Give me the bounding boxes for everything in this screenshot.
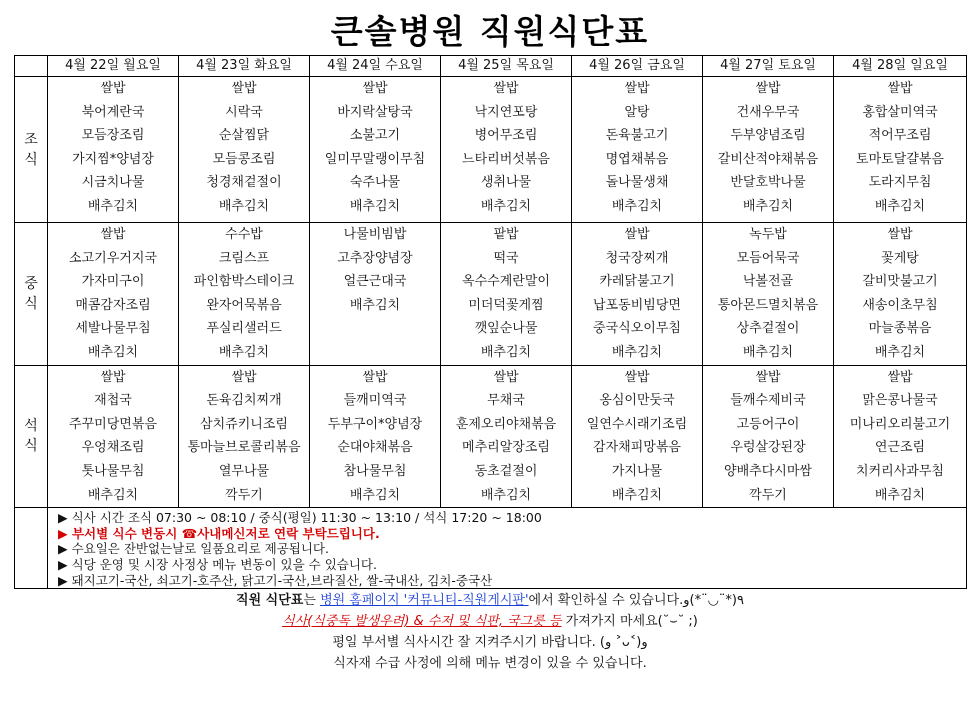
menu-item: 느타리버섯볶음 — [462, 151, 550, 167]
note-line: ▶ 식사 시간 조식 07:30 ~ 08:10 / 중식(평일) 11:30 ~ 13:10 / 석식 17:20 ~ 18:00 — [58, 510, 542, 526]
menu-item: 갈비산적야채볶음 — [717, 151, 819, 167]
menu-item: 배추김치 — [480, 344, 532, 360]
menu-item: 쌀밥 — [100, 369, 126, 385]
note-line: ▶ 수요일은 잔반없는날로 일품요리로 제공됩니다. — [58, 541, 329, 557]
warning-text: 식사(식중독 발생우려) & 수저 및 식판, 국그릇 등 — [282, 614, 562, 629]
menu-cell — [310, 77, 441, 223]
menu-item: 무채국 — [487, 393, 525, 409]
meal-label-char: 식 — [24, 295, 38, 312]
meal-label-char: 식 — [24, 438, 38, 455]
header-row — [15, 56, 967, 77]
menu-item: 알탕 — [624, 104, 650, 120]
menu-item: 병어무조림 — [474, 128, 538, 144]
corner-cell — [15, 56, 48, 77]
menu-item: 배추김치 — [349, 297, 401, 313]
menu-item: 쌀밥 — [755, 369, 781, 385]
menu-item: 쌀밥 — [493, 369, 519, 385]
menu-item: 옥수수계란말이 — [462, 274, 550, 290]
menu-item: 배추김치 — [874, 344, 926, 360]
menu-item: 매콤감자조림 — [75, 297, 151, 313]
menu-item: 치커리사과무침 — [856, 463, 944, 479]
menu-item: 시락국 — [225, 104, 263, 120]
menu-item: 쌀밥 — [624, 81, 650, 96]
menu-item: 배추김치 — [480, 487, 532, 503]
board-link[interactable]: 병원 홈페이지 '커뮤니티-직원게시판' — [320, 593, 529, 608]
menu-item: 들깨미역국 — [343, 393, 407, 409]
notes-cell — [48, 508, 967, 589]
meal-label — [15, 223, 48, 366]
meal-row — [15, 365, 967, 508]
menu-cell — [441, 365, 572, 508]
footer-line: 평일 부서별 식사시간 잘 지켜주시기 바랍니다. (و ˃ᴗ˂)و — [332, 635, 648, 650]
menu-item: 배추김치 — [218, 198, 270, 214]
menu-item: 열무나물 — [218, 463, 270, 479]
menu-item: 숙주나물 — [349, 175, 401, 191]
menu-item: 갈비맛불고기 — [862, 274, 938, 290]
menu-cell — [179, 77, 310, 223]
menu-item: 녹두밥 — [749, 227, 787, 242]
menu-item: 적어무조림 — [868, 128, 932, 144]
meal-row — [15, 223, 967, 366]
day-header: 4월 27일 토요일 — [703, 56, 834, 77]
menu-item: 북어계란국 — [81, 104, 145, 120]
menu-cell — [572, 77, 703, 223]
menu-item: 쌀밥 — [100, 227, 126, 242]
menu-item: 돈육김치찌개 — [206, 393, 282, 409]
menu-item: 시금치나물 — [81, 175, 145, 191]
footer-text: 에서 확인하실 수 있습니다.٩(*¨◡¨*)و — [528, 593, 744, 608]
menu-item: 수수밥 — [225, 227, 263, 242]
menu-item: 미더덕꽃게찜 — [468, 297, 544, 313]
day-header: 4월 23일 화요일 — [179, 56, 310, 77]
menu-item: 쌀밥 — [100, 81, 126, 96]
menu-item: 모듬어묵국 — [736, 250, 800, 266]
menu-item: 납포동비빔당면 — [593, 297, 681, 313]
menu-item: 쌀밥 — [887, 227, 913, 242]
menu-item: 동초겉절이 — [474, 463, 538, 479]
menu-item: 쌀밥 — [624, 369, 650, 385]
menu-item: 배추김치 — [611, 344, 663, 360]
menu-item: 가지나물 — [611, 463, 663, 479]
menu-item: 홍합살미역국 — [862, 104, 938, 120]
day-header: 4월 22일 월요일 — [48, 56, 179, 77]
menu-table — [14, 55, 967, 589]
menu-item: 톳나물무침 — [81, 463, 145, 479]
menu-item: 소고기우거지국 — [69, 250, 157, 266]
menu-cell — [572, 223, 703, 366]
menu-item: 생취나물 — [480, 175, 532, 191]
menu-cell — [834, 365, 967, 508]
menu-item: 건새우무국 — [736, 104, 800, 120]
menu-cell — [310, 223, 441, 366]
menu-item: 순살찜닭 — [218, 128, 270, 144]
menu-item: 푸실리샐러드 — [206, 321, 282, 337]
menu-item: 연근조림 — [874, 440, 926, 456]
menu-item: 배추김치 — [87, 344, 139, 360]
menu-item — [310, 341, 440, 365]
menu-cell — [703, 365, 834, 508]
menu-item: 주꾸미당면볶음 — [69, 416, 157, 432]
menu-item: 배추김치 — [611, 487, 663, 503]
menu-item: 배추김치 — [87, 198, 139, 214]
menu-cell — [310, 365, 441, 508]
menu-item: 배추김치 — [742, 344, 794, 360]
meal-label-char: 중 — [24, 275, 38, 292]
menu-item: 도라지무침 — [868, 175, 932, 191]
menu-cell — [179, 223, 310, 366]
menu-item: 우엉채조림 — [81, 440, 145, 456]
menu-cell — [834, 77, 967, 223]
menu-item: 가지찜*양념장 — [72, 151, 154, 167]
menu-item: 토마토달걀볶음 — [856, 151, 944, 167]
day-header: 4월 26일 금요일 — [572, 56, 703, 77]
menu-item: 양배추다시마쌈 — [724, 463, 812, 479]
menu-item: 반달호박나물 — [730, 175, 806, 191]
menu-item: 깍두기 — [225, 487, 263, 503]
meal-row — [15, 77, 967, 223]
menu-item: 배추김치 — [349, 198, 401, 214]
menu-item: 상추겉절이 — [736, 321, 800, 337]
menu-item: 두부양념조림 — [730, 128, 806, 144]
menu-item: 모듬콩조림 — [212, 151, 276, 167]
menu-item: 쌀밥 — [231, 369, 257, 385]
notes-label-cell — [15, 508, 48, 589]
menu-item: 떡국 — [493, 250, 519, 266]
menu-item: 두부구이*양념장 — [327, 416, 423, 432]
menu-item: 쌀밥 — [362, 369, 388, 385]
menu-item: 일연수시래기조림 — [586, 416, 688, 432]
menu-item: 맑은콩나물국 — [862, 393, 938, 409]
menu-item: 재첩국 — [94, 393, 132, 409]
menu-item: 마늘종볶음 — [868, 321, 932, 337]
menu-item: 통아몬드멸치볶음 — [717, 297, 819, 313]
menu-item: 쌀밥 — [493, 81, 519, 96]
menu-item: 미나리오리불고기 — [849, 416, 951, 432]
menu-cell — [572, 365, 703, 508]
menu-item: 일미무말랭이무침 — [324, 151, 426, 167]
meal-label-char: 석 — [24, 418, 38, 435]
menu-item: 고추장양념장 — [337, 250, 413, 266]
menu-item: 소불고기 — [349, 128, 401, 144]
menu-cell — [703, 223, 834, 366]
menu-item: 배추김치 — [87, 487, 139, 503]
menu-item: 배추김치 — [218, 344, 270, 360]
note-line: ▶ 부서별 식수 변동시 ☎사내메신저로 연락 부탁드립니다. — [58, 525, 380, 541]
menu-item: 파인함박스테이크 — [193, 274, 295, 290]
menu-item: 쌀밥 — [755, 81, 781, 96]
menu-item: 삼치쥬키니조림 — [200, 416, 288, 432]
menu-item: 배추김치 — [611, 198, 663, 214]
menu-cell — [48, 77, 179, 223]
menu-item: 카레닭불고기 — [599, 274, 675, 290]
menu-item: 낙지연포탕 — [474, 104, 538, 120]
menu-item: 돈육불고기 — [605, 128, 669, 144]
menu-item: 크림스프 — [218, 250, 270, 266]
footer-text: 는 — [303, 593, 321, 608]
menu-cell — [441, 223, 572, 366]
menu-item: 쌀밥 — [887, 369, 913, 385]
notes-row — [15, 508, 967, 589]
menu-item: 통마늘브로콜리볶음 — [187, 440, 301, 456]
menu-item: 중국식오이무침 — [593, 321, 681, 337]
menu-item: 참나물무침 — [343, 463, 407, 479]
day-header: 4월 28일 일요일 — [834, 56, 967, 77]
menu-item: 청경채겉절이 — [206, 175, 282, 191]
menu-item: 고등어구이 — [736, 416, 800, 432]
menu-cell — [48, 223, 179, 366]
menu-item: 완자어묵볶음 — [206, 297, 282, 313]
menu-item: 훈제오리야채볶음 — [455, 416, 557, 432]
menu-item: 쌀밥 — [362, 81, 388, 96]
page-title: 큰솔병원 직원식단표 — [330, 12, 650, 51]
menu-item: 깻잎순나물 — [474, 321, 538, 337]
menu-item: 얼큰근대국 — [343, 274, 407, 290]
menu-item: 돌나물생채 — [605, 175, 669, 191]
menu-item: 배추김치 — [480, 198, 532, 214]
menu-cell — [179, 365, 310, 508]
menu-item: 쌀밥 — [231, 81, 257, 96]
menu-item: 우렁살강된장 — [730, 440, 806, 456]
note-line: ▶ 식당 운영 및 시장 사정상 메뉴 변동이 있을 수 있습니다. — [58, 556, 377, 572]
menu-item: 바지락살탕국 — [337, 104, 413, 120]
footer-text: 가져가지 마세요(˘⌣˘ ;) — [561, 614, 698, 629]
footer — [0, 590, 980, 674]
menu-item: 낙볼전골 — [742, 274, 794, 290]
footer-title: 직원 식단표 — [236, 593, 304, 608]
menu-item: 명엽채볶음 — [605, 151, 669, 167]
note-line: ▶ 돼지고기-국산, 쇠고기-호주산, 닭고기-국산,브라질산, 쌀-국내산, 김치-중국산 — [58, 572, 493, 588]
day-header: 4월 24일 수요일 — [310, 56, 441, 77]
menu-item: 모듬장조림 — [81, 128, 145, 144]
menu-item: 청국장찌개 — [605, 250, 669, 266]
menu-cell — [703, 77, 834, 223]
menu-item: 메추리알장조림 — [462, 440, 550, 456]
menu-item: 배추김치 — [874, 198, 926, 214]
meal-label — [15, 365, 48, 508]
menu-item: 배추김치 — [349, 487, 401, 503]
menu-item: 새송이초무침 — [862, 297, 938, 313]
menu-item: 쌀밥 — [624, 227, 650, 242]
menu-item: 들깨수제비국 — [730, 393, 806, 409]
menu-item: 순대야채볶음 — [337, 440, 413, 456]
meal-label-char: 식 — [24, 151, 38, 168]
menu-cell — [441, 77, 572, 223]
menu-item: 깍두기 — [749, 487, 787, 503]
menu-item: 꽃게탕 — [881, 250, 919, 266]
footer-line: 식자재 수급 사정에 의해 메뉴 변경이 있을 수 있습니다. — [333, 656, 647, 671]
menu-item: 배추김치 — [874, 487, 926, 503]
day-header: 4월 25일 목요일 — [441, 56, 572, 77]
menu-cell — [48, 365, 179, 508]
meal-label — [15, 77, 48, 223]
menu-item: 팥밥 — [493, 227, 519, 242]
menu-item: 옹심이만둣국 — [599, 393, 675, 409]
menu-item: 쌀밥 — [887, 81, 913, 96]
meal-label-char: 조 — [24, 131, 38, 148]
menu-cell — [834, 223, 967, 366]
menu-item: 나물비빔밥 — [343, 227, 407, 242]
menu-item: 가자미구이 — [81, 274, 145, 290]
menu-item: 감자채피망볶음 — [593, 440, 681, 456]
menu-item: 세발나물무침 — [75, 321, 151, 337]
menu-item: 배추김치 — [742, 198, 794, 214]
menu-item — [310, 317, 440, 341]
